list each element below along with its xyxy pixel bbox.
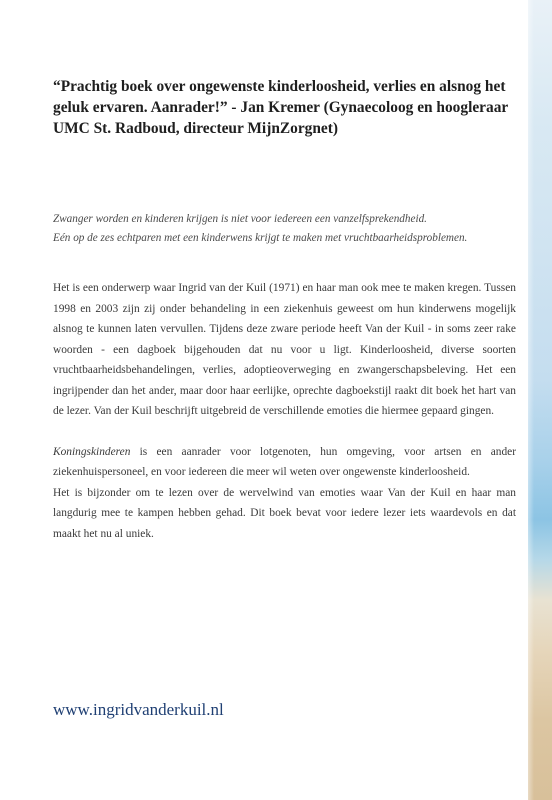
intro-line-2: Eén op de zes echtparen met een kinderwens krijgt te maken met vruchtbaarheidsproblemen. bbox=[53, 232, 468, 244]
paragraph-2 bbox=[53, 442, 516, 483]
paragraph-1: Het is een onderwerp waar Ingrid van der Kuil (1971) en haar man ook mee te maken kregen. Tussen 1998 en 2003 zijn zij onder behandeling in een ziekenhuis geweest om hun kinderwens mogelijk alsnog te kunnen laten vervullen. Tijdens deze zware periode heeft Van der Kuil - in soms zeer rake woorden - een dagboek bijgehouden dat nu voor u ligt. Kinderloosheid, diverse soorten vruchtbaarheidsbehandelingen, verlies, adoptieoverweging en zwangerschapsbeleving. Het een ingrijpender dan het ander, maar door haar eerlijke, oprechte dagboekstijl raakt dit boek het hart van de lezer. Van der Kuil beschrijft uitgebreid de verschillende emoties die hiermee gepaard gingen. bbox=[53, 282, 516, 417]
paragraph-3: Het is bijzonder om te lezen over de wervelwind van emoties waar Van der Kuil en haar man langdurig mee te kampen hebben gehad. Dit boek bevat voor iedere lezer iets waardevols en dat maakt het nu al uniek. bbox=[53, 486, 516, 540]
blurb-body bbox=[53, 278, 516, 544]
website-link[interactable]: www.ingridvanderkuil.nl bbox=[53, 700, 224, 719]
book-title: Koningskinderen bbox=[53, 445, 131, 458]
paragraph-2-text: is een aanrader voor lotgenoten, hun omgeving, voor artsen en ander ziekenhuispersoneel, en voor iedereen die meer wil weten over ongewenste kinderloosheid. bbox=[53, 445, 516, 478]
intro-line-1: Zwanger worden en kinderen krijgen is niet voor iedereen een vanzelfsprekendheid. bbox=[53, 213, 427, 225]
intro-text bbox=[53, 210, 523, 248]
endorsement-quote: “Prachtig boek over ongewenste kinderloosheid, verlies en alsnog het geluk ervaren. Aanrader!” - Jan Kremer (Gynaecoloog en hoogleraar UMC St. Radboud, directeur MijnZorgnet) bbox=[53, 78, 508, 137]
